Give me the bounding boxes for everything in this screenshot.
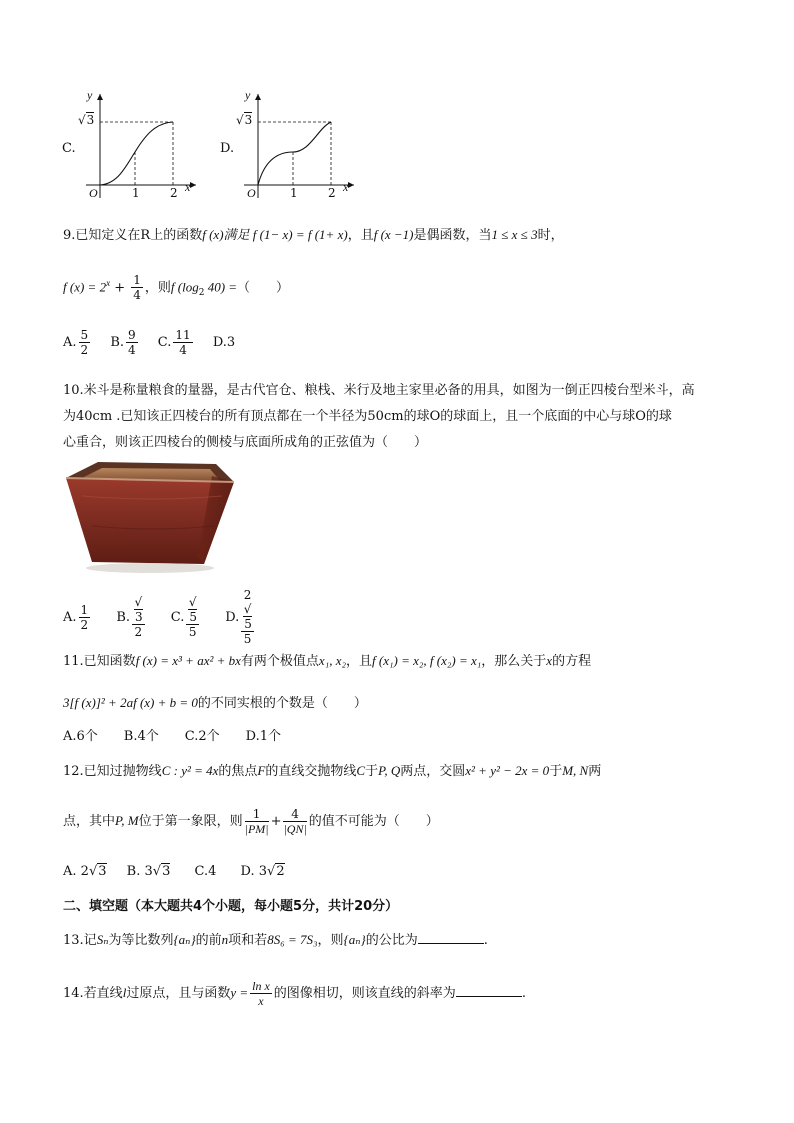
rice-measure-photo	[62, 456, 238, 574]
section-fill-in-blank-heading: 二、填空题（本大题共4个小题，每小题5分，共计20分）	[63, 899, 399, 914]
q10-option-c[interactable]: C. √ 5 5	[170, 595, 198, 639]
q10-line-3: 心重合，则该正四棱台的侧棱与底面所成角的正弦值为（ ）	[63, 435, 428, 450]
graph-c-x-label: x	[185, 180, 191, 194]
graph-d-tick-1: 1	[290, 186, 298, 200]
q9-line-2: f $(x) = 2^x$ + $\frac{1}{4}$ ，则f ($\log_2$ 40) =（ ）	[63, 273, 290, 303]
q12-line-1: 12.已知过抛物线C : y² = 4x的焦点F的直线交抛物线C于P, Q两点，交圆x² + y² − 2x = 0于M, N两	[63, 763, 602, 779]
q14-line: 14.若直线l过原点，且与函数y = $\frac{\text{ln x}}{x}$ 的图像相切，则该直线的斜率为 .	[63, 979, 526, 1008]
graph-c	[62, 88, 202, 203]
q9-options	[63, 328, 235, 357]
q9-option-d[interactable]: D.3	[212, 335, 236, 350]
q12-option-a[interactable]: A. 2√3	[63, 864, 107, 879]
graph-d-y-label: y	[245, 88, 251, 102]
q9-option-a[interactable]: A. $\frac{5}{2}$	[63, 328, 89, 357]
option-d-label: D.	[220, 141, 235, 156]
q11-options[interactable]: A.6个 B.4个 C.2个 D.1个	[63, 729, 281, 744]
q11-line-2: 3[f (x)]² + 2af (x) + b = 0的不同实根的个数是（ ）	[63, 695, 367, 711]
q12-option-b[interactable]: B. 3√3	[126, 864, 171, 879]
q10-option-d[interactable]: D. 2 √ 5 5	[225, 588, 252, 646]
q12-option-c[interactable]: C.4	[194, 864, 217, 879]
q10-line-2: 为40cm .已知该正四棱台的所有顶点都在一个半径为50cm的球O的球面上，且一个底面的中心与球O的球	[63, 409, 672, 424]
graph-d-tick-2: 2	[328, 186, 336, 200]
q12-option-d[interactable]: D. 3√2	[240, 864, 285, 879]
q13-answer-blank[interactable]	[418, 931, 484, 944]
q9-line-1: 9.已知定义在R上的函数f (x)满足 f (1− x) = f (1+ x)，且f (x −1)是偶函数，当1 ≤ x ≤ 3时，	[63, 227, 564, 243]
q10-option-b[interactable]: B. √ 3 2	[116, 595, 143, 639]
graph-d-x-label: x	[343, 180, 349, 194]
graph-c-tick-1: 1	[132, 186, 140, 200]
graph-c-tick-2: 2	[170, 186, 178, 200]
q10-option-a[interactable]: A. $\frac{1}{2}$	[63, 602, 89, 632]
graph-c-origin: O	[89, 186, 98, 200]
q14-answer-blank[interactable]	[456, 984, 522, 997]
graph-c-y-label: y	[87, 88, 93, 102]
q10-options	[63, 588, 256, 646]
graph-d	[220, 88, 360, 203]
q9-option-b[interactable]: B. $\frac{9}{4}$	[110, 328, 136, 357]
q9-option-c[interactable]: C. $\frac{11}{4}$	[157, 328, 191, 357]
option-c-label: C.	[62, 141, 76, 156]
q12-options	[63, 864, 285, 879]
q11-line-1: 11.已知函数f (x) = x³ + ax² + bx有两个极值点x₁, x₂，且f (x₁) = x₂, f (x₂) = x₁，那么关于x的方程	[63, 653, 592, 669]
graph-d-origin: O	[247, 186, 256, 200]
graph-d-sqrt3-label: √3	[236, 113, 253, 127]
q12-line-2: 点，其中P, M位于第一象限，则 $\frac{1}{|PM|}$ + $\frac{4}{|QN|}$ 的值不可能为（ ）	[63, 807, 439, 836]
q10-line-1: 10.米斗是称量粮食的量器，是古代官仓、粮栈、米行及地主家里必备的用具，如图为一倒正四棱台型米斗，高	[63, 383, 695, 398]
graph-c-sqrt3-label: √3	[78, 113, 95, 127]
q13-line: 13.记Sₙ为等比数列{aₙ}的前n项和若8S₆ = 7S₃，则{aₙ}的公比为 .	[63, 932, 488, 948]
